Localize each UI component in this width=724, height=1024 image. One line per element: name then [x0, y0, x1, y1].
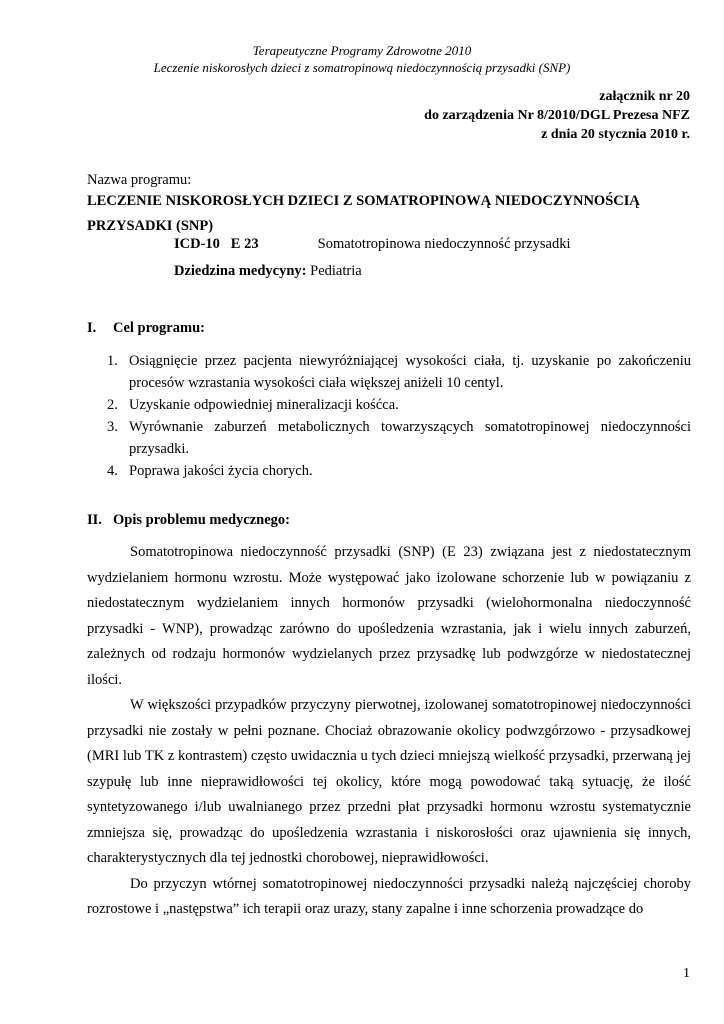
annex-reference: [424, 87, 690, 144]
program-title-line-1: LECZENIE NISKOROSŁYCH DZIECI Z SOMATROPINOWĄ NIEDOCZYNNOŚCIĄ: [87, 193, 640, 209]
medical-field-row: [174, 263, 362, 280]
paragraph: Do przyczyn wtórnej somatotropinowej niedoczynności przysadki należą najczęściej choroby rozrostowe i „następstwa” ich terapii oraz urazy, stany zapalne i inne schorzenia prowadzące do: [87, 875, 691, 917]
program-title: [87, 190, 691, 237]
list-item: [87, 350, 691, 394]
icd-code: ICD-10 E 23: [174, 236, 259, 252]
annex-line-3: z dnia 20 stycznia 2010 r.: [541, 127, 690, 142]
icd-row: [174, 236, 571, 253]
goals-list: [87, 350, 691, 482]
page-number: 1: [683, 966, 690, 981]
list-item: [87, 460, 691, 482]
medical-field-label: Dziedzina medycyny:: [174, 263, 307, 279]
section-1-title: Cel programu:: [113, 320, 205, 336]
list-item-number: 3.: [107, 419, 118, 435]
section-1-number: I.: [87, 320, 97, 336]
list-item-number: 1.: [107, 353, 118, 369]
list-item-number: 4.: [107, 463, 118, 479]
section-2-title: Opis problemu medycznego:: [113, 512, 290, 528]
annex-line-2: do zarządzenia Nr 8/2010/DGL Prezesa NFZ: [424, 108, 690, 123]
program-label: Nazwa programu:: [87, 172, 192, 188]
section-2-heading: [87, 512, 290, 529]
section-1-heading: [87, 320, 205, 337]
list-item-text: Osiągnięcie przez pacjenta niewyróżniającej wysokości ciała, tj. uzyskanie po zakończeniu procesów wzrastania wysokości ciała większej aniżeli 10 centyl.: [129, 353, 691, 391]
section-2-body: [87, 540, 691, 923]
list-item-text: Wyrównanie zaburzeń metabolicznych towarzyszących somatotropinowej niedoczynności przysadki.: [129, 419, 691, 457]
header-line-1: Terapeutyczne Programy Zdrowotne 2010: [252, 43, 472, 58]
annex-line-1: załącznik nr 20: [599, 89, 690, 104]
program-title-line-2: PRZYSADKI (SNP): [87, 218, 214, 234]
header-line-2: Leczenie niskorosłych dzieci z somatropinową niedoczynnością przysadki (SNP): [153, 60, 571, 75]
list-item-number: 2.: [107, 397, 118, 413]
paragraph: W większości przypadków przyczyny pierwotnej, izolowanej somatotropinowej niedoczynności przysadki nie zostały w pełni poznane. Chociaż obrazowanie okolicy podwzgórzowo - przysadkowej (MRI lub TK z kontrastem) często uwidacznia u tych dzieci mniejszą wielkość przysadki, przerwaną jej szypułę lub inne nieprawidłowości tej okolicy, które mogą powodować taką sytuację, że ilość syntetyzowanego i/lub uwalnianego przez przedni płat przysadki hormonu wzrostu systematycznie zmniejsza się, prowadząc do upośledzenia wzrastania i niskorosłości oraz ujawnienia się innych, charakterystycznych dla tej jednostki chorobowej, nieprawidłowości.: [87, 697, 691, 866]
list-item-text: Uzyskanie odpowiedniej mineralizacji kośćca.: [129, 397, 399, 413]
paragraph: Somatotropinowa niedoczynność przysadki (SNP) (E 23) związana jest z niedostatecznym wydzielaniem hormonu wzrostu. Może występować jako izolowane schorzenie lub w powiązaniu z niedostatecznym wydzielaniem innych hormonów przysadki (wielohormonalna niedoczynność przysadki - WNP), prowadząc zarówno do upośledzenia wzrastania, jak i wielu innych zaburzeń, zależnych od rodzaju hormonów wydzielanych przez przysadkę lub podwzgórze w niedostatecznej ilości.: [87, 544, 691, 688]
section-2-number: II.: [87, 512, 102, 528]
icd-description: Somatotropinowa niedoczynność przysadki: [317, 236, 571, 252]
program-block: [87, 170, 691, 279]
medical-field-value: Pediatria: [310, 263, 362, 279]
list-item-text: Poprawa jakości życia chorych.: [129, 463, 313, 479]
list-item: [87, 394, 691, 416]
running-header: [0, 42, 724, 76]
list-item: [87, 416, 691, 460]
